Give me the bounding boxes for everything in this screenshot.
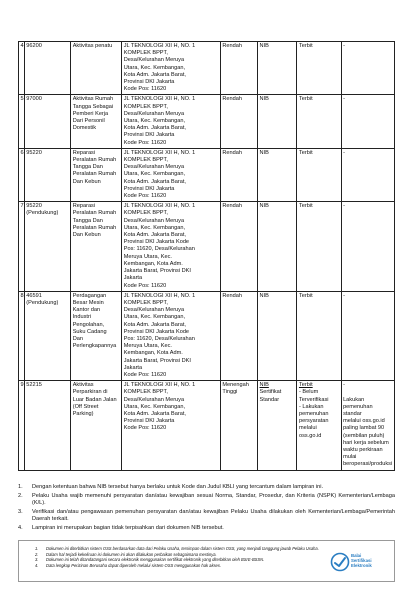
cell-text: Rendah (222, 203, 242, 210)
cell-text: Terbit (298, 43, 313, 49)
note-item (18, 493, 395, 507)
cell-text: JL TEKNOLOGI XII H, NO. 1 KOMPLEK BPPT, Desa/Kelurahan Meruya Utara, Kec. Kembangan, Kota Adm. Jakarta Barat, Provinsi DKI Jakarta Kode Pos: 11620, Desa/Kelurahan Meruya Utara, Kec. Kembangan, Kota Adm. Jakarta Barat, Provinsi DKI Jakarta Kode Pos: 11620 (123, 203, 196, 289)
table-row (19, 202, 395, 291)
cell-text: 8 (20, 292, 24, 299)
cell-text: 6 (20, 149, 24, 156)
cell-kbli-code (24, 202, 70, 291)
cell-risk (220, 291, 257, 380)
cell-text: (Pendukung) (26, 299, 59, 306)
cell-text: Aktivitas Perparkiran di Luar Badan Jalan (Off Street Parking) (72, 382, 117, 417)
footer-note-number: 1. (35, 546, 39, 551)
cell-risk (220, 148, 257, 201)
footer-note-text: Data lengkap Perizinan Berusaha dapat diperoleh melalui sistem OSS menggunakan hak akses. (46, 562, 221, 568)
cell-status (297, 381, 341, 470)
cell-activity (71, 148, 122, 201)
footer-note-text: Dalam hal terjadi kekeliruan isi dokumen ini akan dilakukan perbaikan sebagaimana mestinya. (46, 551, 217, 557)
cell-address (122, 381, 221, 470)
cell-address (122, 42, 221, 95)
cell-text: Rendah (222, 149, 242, 156)
cell-text: 97000 (26, 96, 42, 103)
note-item (18, 484, 395, 491)
cell-condition (341, 148, 394, 201)
cell-text: JL TEKNOLOGI XII H, NO. 1 KOMPLEK BPPT, Desa/Kelurahan Meruya Utara, Kec. Kembangan, Kota Adm. Jakarta Barat, Provinsi DKI Jakarta Kode Pos: 11620 (123, 149, 196, 200)
cell-risk (220, 95, 257, 148)
cell-text: 95220 (26, 149, 42, 156)
note-text: Lampiran ini merupakan bagian tidak terpisahkan dari dokumen NIB tersebut. (32, 525, 224, 532)
cell-condition (341, 202, 394, 291)
cell-text: Aktivitas Rumah Tangga Sebagai Pemberi Kerja Dari Personil Domestik (72, 96, 114, 132)
cell-text: Terbit (298, 203, 313, 210)
cell-text: 5 (20, 96, 24, 103)
cell-activity (71, 381, 122, 470)
cell-kbli-code (24, 148, 70, 201)
cell-text: NIB (259, 382, 269, 389)
cell-text: NIB (259, 149, 269, 156)
note-text: Pelaku Usaha wajib memenuhi persyaratan dan/atau kewajiban sesuai Norma, Standar, Prosedur, dan Kriteria (NSPK) Kementerian/Lembaga (K/L). (32, 493, 395, 507)
cell-kbli-code (24, 42, 70, 95)
cell-text: JL TEKNOLOGI XII H, NO. 1 KOMPLEK BPPT, Desa/Kelurahan Meruya Utara, Kec. Kembangan, Kota Adm. Jakarta Barat, Provinsi DKI Jakarta Kode Pos: 11620 (123, 96, 196, 146)
cell-text: JL TEKNOLOGI XII H, NO. 1 KOMPLEK BPPT, Desa/Kelurahan Meruya Utara, Kec. Kembangan, Kota Adm. Jakarta Barat, Provinsi DKI Jakarta Kode Pos: 11620, Desa/Kelurahan Meruya Utara, Kec. Kembangan, Kota Adm. Jakarta Barat, Provinsi DKI Jakarta Kode Pos: 11620 (123, 292, 196, 378)
cell-license (258, 381, 297, 470)
cell-license (258, 202, 297, 291)
cell-text: 4 (20, 43, 24, 49)
notes-list (18, 484, 395, 534)
cell-text: Terbit (298, 149, 313, 156)
cell-text: - (343, 96, 345, 103)
cell-text: - Lakukan pemenuhan standar melalui oss.go.id paling lambat 90 (sembilan puluh) hari kerja sebelum waktu perkiraan mulai beroperasi/produksi (343, 382, 393, 468)
cell-text: Reparasi Peralatan Rumah Tangga Dan Peralatan Rumah Dan Kebun (72, 149, 117, 185)
cell-license (258, 95, 297, 148)
cell-kbli-code (24, 381, 70, 470)
cell-text: 46591 (26, 292, 42, 299)
footer-note-text: Dokumen ini diterbitkan sistem OSS berdasarkan data dari Pelaku Usaha, tersimpan dalam sistem OSS, yang menjadi tanggung jawab Pelaku Usaha. (46, 546, 319, 551)
bsre-logo-icon (330, 551, 350, 573)
cell-text: JL TEKNOLOGI XII H, NO. 1 KOMPLEK BPPT, Desa/Kelurahan Meruya Utara, Kec. Kembangan, Kota Adm. Jakarta Barat, Provinsi DKI Jakarta Kode Pos: 11620 (123, 43, 196, 93)
cell-kbli-code (24, 291, 70, 380)
cell-text: NIB (259, 292, 269, 299)
cell-condition (341, 42, 394, 95)
note-number: 3. (18, 509, 23, 516)
cell-status (297, 42, 341, 95)
cell-text: - Belum Terverifikasi - Lakukan pemenuhan persyaratan melalui oss.go.id (298, 389, 329, 439)
cell-condition (341, 95, 394, 148)
table-row (19, 95, 395, 148)
cell-text: Sertifikat Standar (259, 389, 282, 403)
cell-text: - (343, 43, 345, 49)
footer-note-text: Dokumen ini telah ditandatangani secara elektronik menggunakan sertifikat elektronik yang diterbitkan oleh BSrE-BSSN. (46, 557, 265, 563)
cell-text: Rendah (222, 96, 242, 103)
cell-text: 52215 (26, 382, 42, 389)
note-item (18, 525, 395, 532)
cell-text: NIB (259, 203, 269, 210)
cell-license (258, 42, 297, 95)
note-number: 2. (18, 493, 23, 499)
cell-text: - (343, 292, 345, 299)
note-text: Verifikasi dan/atau pengawasan pemenuhan persyaratan dan/atau kewajiban Pelaku Usaha dilakukan oleh Kementerian/Lembaga/Pemerintah Daerah terkait. (32, 509, 395, 523)
cell-text: NIB (259, 96, 269, 103)
cell-text: Reparasi Peralatan Rumah Tangga Dan Peralatan Rumah Dan Kebun (72, 203, 117, 239)
cell-license (258, 148, 297, 201)
cell-text: 7 (20, 203, 24, 210)
cell-address (122, 291, 221, 380)
cell-status (297, 148, 341, 201)
cell-text: JL TEKNOLOGI XII H, NO. 1 KOMPLEK BPPT, Desa/Kelurahan Meruya Utara, Kec. Kembangan, Kota Adm. Jakarta Barat, Provinsi DKI Jakarta Kode Pos: 11620 (123, 382, 196, 432)
table-row (19, 381, 395, 470)
cell-address (122, 148, 221, 201)
cell-text: Rendah (222, 43, 242, 49)
footer-disclaimer (18, 540, 395, 582)
note-item (18, 509, 395, 523)
cell-activity (71, 42, 122, 95)
cell-kbli-code (24, 95, 70, 148)
cell-activity (71, 291, 122, 380)
note-number: 1. (18, 484, 23, 490)
cell-text: 95220 (26, 203, 42, 210)
table-row (19, 148, 395, 201)
cell-text: - (343, 203, 345, 210)
footer-notes (35, 546, 330, 568)
logo-line-3: Elektronik (351, 563, 372, 568)
cell-text: Rendah (222, 292, 242, 299)
footer-note-number: 4. (35, 562, 39, 568)
footer-note-number: 2. (35, 551, 39, 557)
cell-status (297, 202, 341, 291)
cell-activity (71, 202, 122, 291)
cell-address (122, 202, 221, 291)
cell-status (297, 291, 341, 380)
cell-risk (220, 381, 257, 470)
cell-text: NIB (259, 43, 269, 49)
kbli-table (18, 41, 395, 471)
footer-note-item (35, 563, 330, 569)
cell-text: (Pendukung) (26, 210, 59, 217)
cell-text: Terbit (298, 292, 313, 299)
cell-condition (341, 381, 394, 470)
cell-condition (341, 291, 394, 380)
cell-text: Terbit (298, 96, 313, 103)
cell-text: Aktivitas penatu (72, 43, 113, 49)
cell-risk (220, 202, 257, 291)
cell-text: 9 (20, 382, 24, 389)
note-number: 4. (18, 525, 23, 532)
cell-text: Menengah Tinggi (222, 382, 249, 396)
footer-note-number: 3. (35, 557, 39, 563)
logo-line-2: Sertifikasi (351, 558, 372, 563)
cell-activity (71, 95, 122, 148)
note-text: Dengan ketentuan bahwa NIB tersebut hanya berlaku untuk Kode dan Judul KBLI yang tercantum dalam lampiran ini. (32, 484, 324, 490)
cell-text: Perdagangan Besar Mesin Kantor dan Industri Pengolahan, Suku Cadang Dan Perlengkapannya (72, 292, 117, 350)
table-row (19, 291, 395, 380)
cell-status (297, 95, 341, 148)
cell-address (122, 95, 221, 148)
bsre-logo (330, 549, 388, 575)
table-row (19, 42, 395, 95)
cell-risk (220, 42, 257, 95)
logo-line-1: Balai (351, 553, 362, 558)
cell-text: - (343, 149, 345, 156)
cell-text: 96200 (26, 43, 42, 49)
cell-text: Terbit (298, 382, 313, 389)
cell-license (258, 291, 297, 380)
